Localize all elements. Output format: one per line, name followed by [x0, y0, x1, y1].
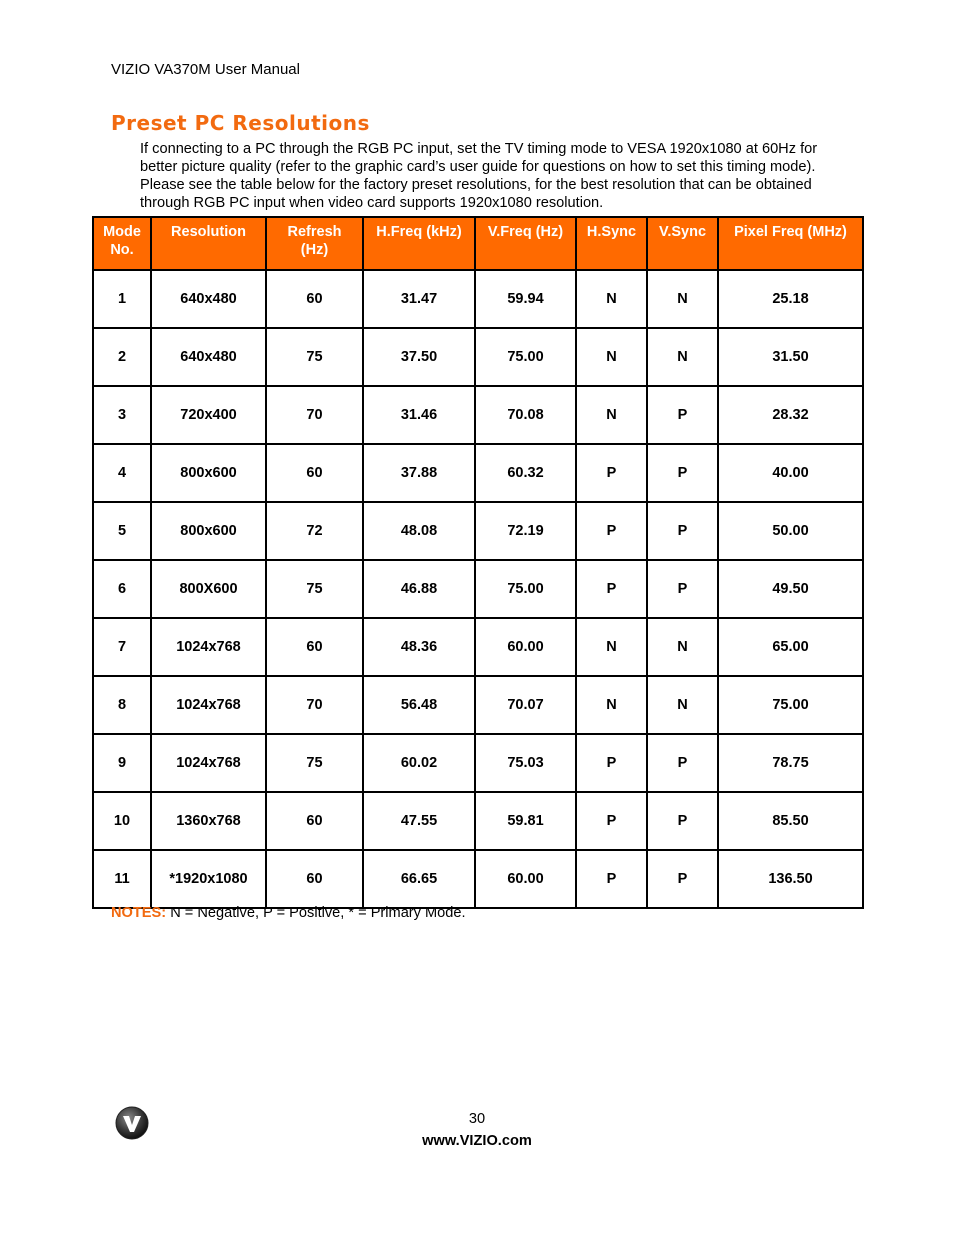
table-row [93, 618, 863, 676]
table-cell: 136.50 [718, 850, 863, 908]
column-header-line: Resolution [171, 224, 246, 240]
notes-label: NOTES: [111, 905, 167, 921]
table-cell: 9 [93, 734, 151, 792]
table-row [93, 328, 863, 386]
table-cell: 59.81 [475, 792, 576, 850]
table-cell: 2 [93, 328, 151, 386]
website-link[interactable]: www.VIZIO.com [422, 1133, 532, 1149]
table-cell: 60 [266, 850, 363, 908]
table-cell: 800x600 [151, 502, 266, 560]
table-cell: 1 [93, 270, 151, 328]
table-cell: 1024x768 [151, 618, 266, 676]
column-header-line: V.Sync [658, 224, 707, 240]
table-cell: P [647, 386, 718, 444]
table-cell: 4 [93, 444, 151, 502]
column-header [151, 217, 266, 270]
intro-paragraph: If connecting to a PC through the RGB PC input, set the TV timing mode to VESA 1920x1080 at 60Hz for better picture quality (refer to the graphic card’s user guide for questions on how to set this timing mode). Please see the table below for the factory preset resolutions, for the best resolution that can be obtained through RGB PC input when video card supports 1920x1080 resolution. [140, 141, 818, 211]
table-cell: 1024x768 [151, 676, 266, 734]
table-cell: 75.00 [718, 676, 863, 734]
table-cell: 60.00 [475, 850, 576, 908]
table-cell: P [647, 502, 718, 560]
table-cell: 70 [266, 676, 363, 734]
table-cell: N [576, 618, 647, 676]
column-header-line: Mode [103, 224, 141, 240]
column-header-line: (Hz) [300, 242, 329, 258]
table-cell: 65.00 [718, 618, 863, 676]
table-cell: 60.02 [363, 734, 475, 792]
table-cell: 31.50 [718, 328, 863, 386]
table-cell: 720x400 [151, 386, 266, 444]
table-cell: 72 [266, 502, 363, 560]
table-cell: P [647, 560, 718, 618]
notes-text: N = Negative, P = Positive, * = Primary Mode. [166, 905, 466, 921]
table-cell: 75 [266, 328, 363, 386]
table-row [93, 792, 863, 850]
table-cell: 11 [93, 850, 151, 908]
table-cell: P [647, 734, 718, 792]
table-cell: 60.00 [475, 618, 576, 676]
column-header-line: Pixel Freq (MHz) [734, 224, 847, 240]
table-cell: N [647, 270, 718, 328]
column-header [363, 217, 475, 270]
document-header-title: VIZIO VA370M User Manual [111, 61, 300, 78]
table-cell: 60 [266, 444, 363, 502]
table-cell: 31.46 [363, 386, 475, 444]
table-row [93, 444, 863, 502]
table-cell: P [576, 734, 647, 792]
table-cell: 78.75 [718, 734, 863, 792]
table-cell: 10 [93, 792, 151, 850]
table-cell: 60 [266, 270, 363, 328]
table-cell: 48.36 [363, 618, 475, 676]
table-cell: P [576, 502, 647, 560]
table-cell: 75.00 [475, 560, 576, 618]
table-row [93, 734, 863, 792]
table-row [93, 560, 863, 618]
table-row [93, 502, 863, 560]
table-cell: N [647, 328, 718, 386]
page-number: 30 [468, 1111, 486, 1127]
column-header [647, 217, 718, 270]
table-header-row [93, 217, 863, 270]
table-body [93, 270, 863, 908]
table-cell: N [647, 618, 718, 676]
table-cell: P [576, 792, 647, 850]
table-cell: 640x480 [151, 270, 266, 328]
table-cell: N [647, 676, 718, 734]
table-cell: 49.50 [718, 560, 863, 618]
table-cell: N [576, 328, 647, 386]
column-header-line: No. [110, 242, 134, 258]
notes [111, 905, 466, 921]
table-cell: 800x600 [151, 444, 266, 502]
table-cell: 75.03 [475, 734, 576, 792]
table-cell: 56.48 [363, 676, 475, 734]
table-cell: 25.18 [718, 270, 863, 328]
table-cell: 5 [93, 502, 151, 560]
table-cell: 60.32 [475, 444, 576, 502]
column-header-line: H.Freq (kHz) [376, 224, 462, 240]
table-cell: N [576, 676, 647, 734]
table-cell: 40.00 [718, 444, 863, 502]
table-cell: 70.07 [475, 676, 576, 734]
table-cell: 85.50 [718, 792, 863, 850]
table-cell: 47.55 [363, 792, 475, 850]
table-cell: P [647, 792, 718, 850]
table-cell: 6 [93, 560, 151, 618]
column-header [475, 217, 576, 270]
section-title: Preset PC Resolutions [111, 111, 370, 135]
table-cell: 31.47 [363, 270, 475, 328]
table-cell: 8 [93, 676, 151, 734]
table-row [93, 270, 863, 328]
table-cell: 46.88 [363, 560, 475, 618]
table-cell: 59.94 [475, 270, 576, 328]
table-cell: P [647, 850, 718, 908]
table-cell: 75 [266, 734, 363, 792]
table-row [93, 850, 863, 908]
table-cell: 75 [266, 560, 363, 618]
table-cell: P [576, 560, 647, 618]
table-row [93, 386, 863, 444]
column-header-line: Refresh [287, 224, 342, 240]
table-cell: 640x480 [151, 328, 266, 386]
table-cell: 1360x768 [151, 792, 266, 850]
table-row [93, 676, 863, 734]
table-cell: 50.00 [718, 502, 863, 560]
table-cell: 60 [266, 792, 363, 850]
table-cell: 1024x768 [151, 734, 266, 792]
table-cell: 37.50 [363, 328, 475, 386]
table-cell: 3 [93, 386, 151, 444]
column-header [718, 217, 863, 270]
table-cell: N [576, 386, 647, 444]
table-cell: 48.08 [363, 502, 475, 560]
table-cell: *1920x1080 [151, 850, 266, 908]
table-cell: 72.19 [475, 502, 576, 560]
column-header [576, 217, 647, 270]
table-cell: 37.88 [363, 444, 475, 502]
column-header-line: V.Freq (Hz) [487, 224, 564, 240]
table-cell: 800X600 [151, 560, 266, 618]
table-cell: 70.08 [475, 386, 576, 444]
table-cell: 7 [93, 618, 151, 676]
column-header [93, 217, 151, 270]
table-cell: P [576, 850, 647, 908]
table-cell: P [576, 444, 647, 502]
table-cell: 66.65 [363, 850, 475, 908]
table-cell: 28.32 [718, 386, 863, 444]
column-header [266, 217, 363, 270]
table-cell: N [576, 270, 647, 328]
column-header-line: H.Sync [586, 224, 637, 240]
table-cell: P [647, 444, 718, 502]
table-cell: 60 [266, 618, 363, 676]
preset-resolutions-table [92, 216, 864, 909]
table-cell: 75.00 [475, 328, 576, 386]
table-cell: 70 [266, 386, 363, 444]
